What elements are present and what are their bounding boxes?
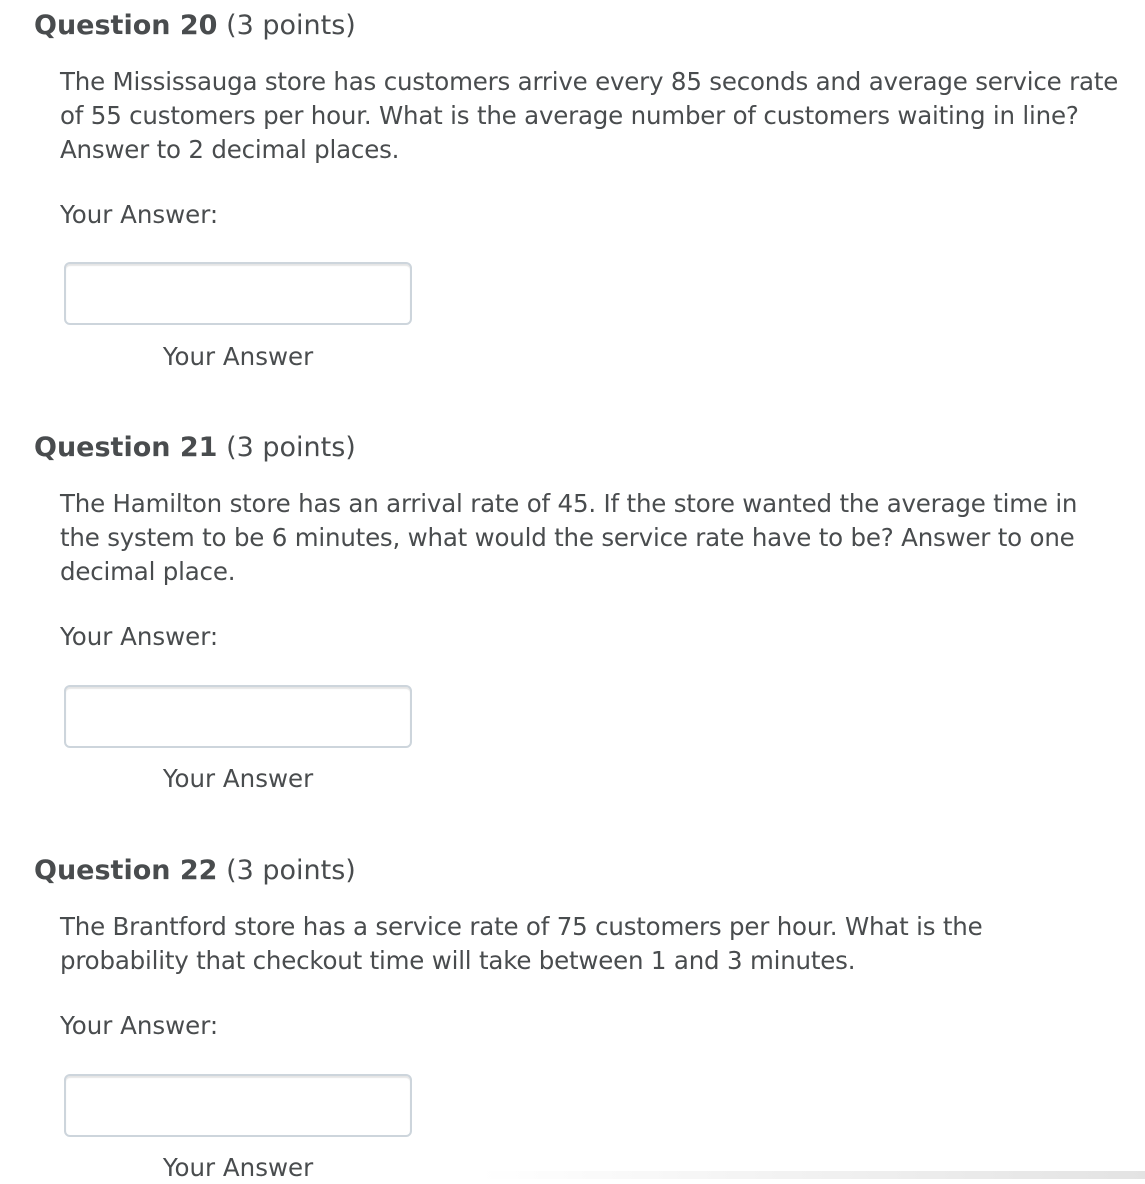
question-text-line: probability that checkout time will take between 1 and 3 minutes. [60,946,856,975]
answer-label: Your Answer: [60,622,219,651]
answer-input[interactable] [64,1074,412,1137]
question-text-line: the system to be 6 minutes, what would the service rate have to be? Answer to one [60,523,1075,552]
question-text [60,65,1144,167]
answer-label: Your Answer: [60,200,219,229]
answer-input[interactable] [64,262,412,325]
question-text-line: The Mississauga store has customers arrive every 85 seconds and average service rate [60,67,1119,96]
question-header [34,432,356,464]
question-text [60,910,1144,978]
question-text-line: decimal place. [60,557,236,586]
answer-caption: Your Answer [162,1153,314,1182]
question-text-line: of 55 customers per hour. What is the average number of customers waiting in line? [60,101,1079,130]
question-text-line: The Hamilton store has an arrival rate of 45. If the store wanted the average time in [60,489,1078,518]
question-title: Question 20 [34,10,218,41]
question-text-line: The Brantford store has a service rate of 75 customers per hour. What is the [60,912,983,941]
question-text-line: Answer to 2 decimal places. [60,135,400,164]
answer-caption: Your Answer [162,764,314,793]
question-text [60,487,1144,589]
page-bottom-shadow [480,1171,1145,1179]
question-header [34,855,356,887]
question-points: (3 points) [226,432,356,463]
question-points: (3 points) [226,10,356,41]
question-title: Question 22 [34,855,218,886]
question-title: Question 21 [34,432,218,463]
question-header [34,10,356,42]
answer-caption: Your Answer [162,342,314,371]
answer-input[interactable] [64,685,412,748]
question-points: (3 points) [226,855,356,886]
answer-label: Your Answer: [60,1011,219,1040]
